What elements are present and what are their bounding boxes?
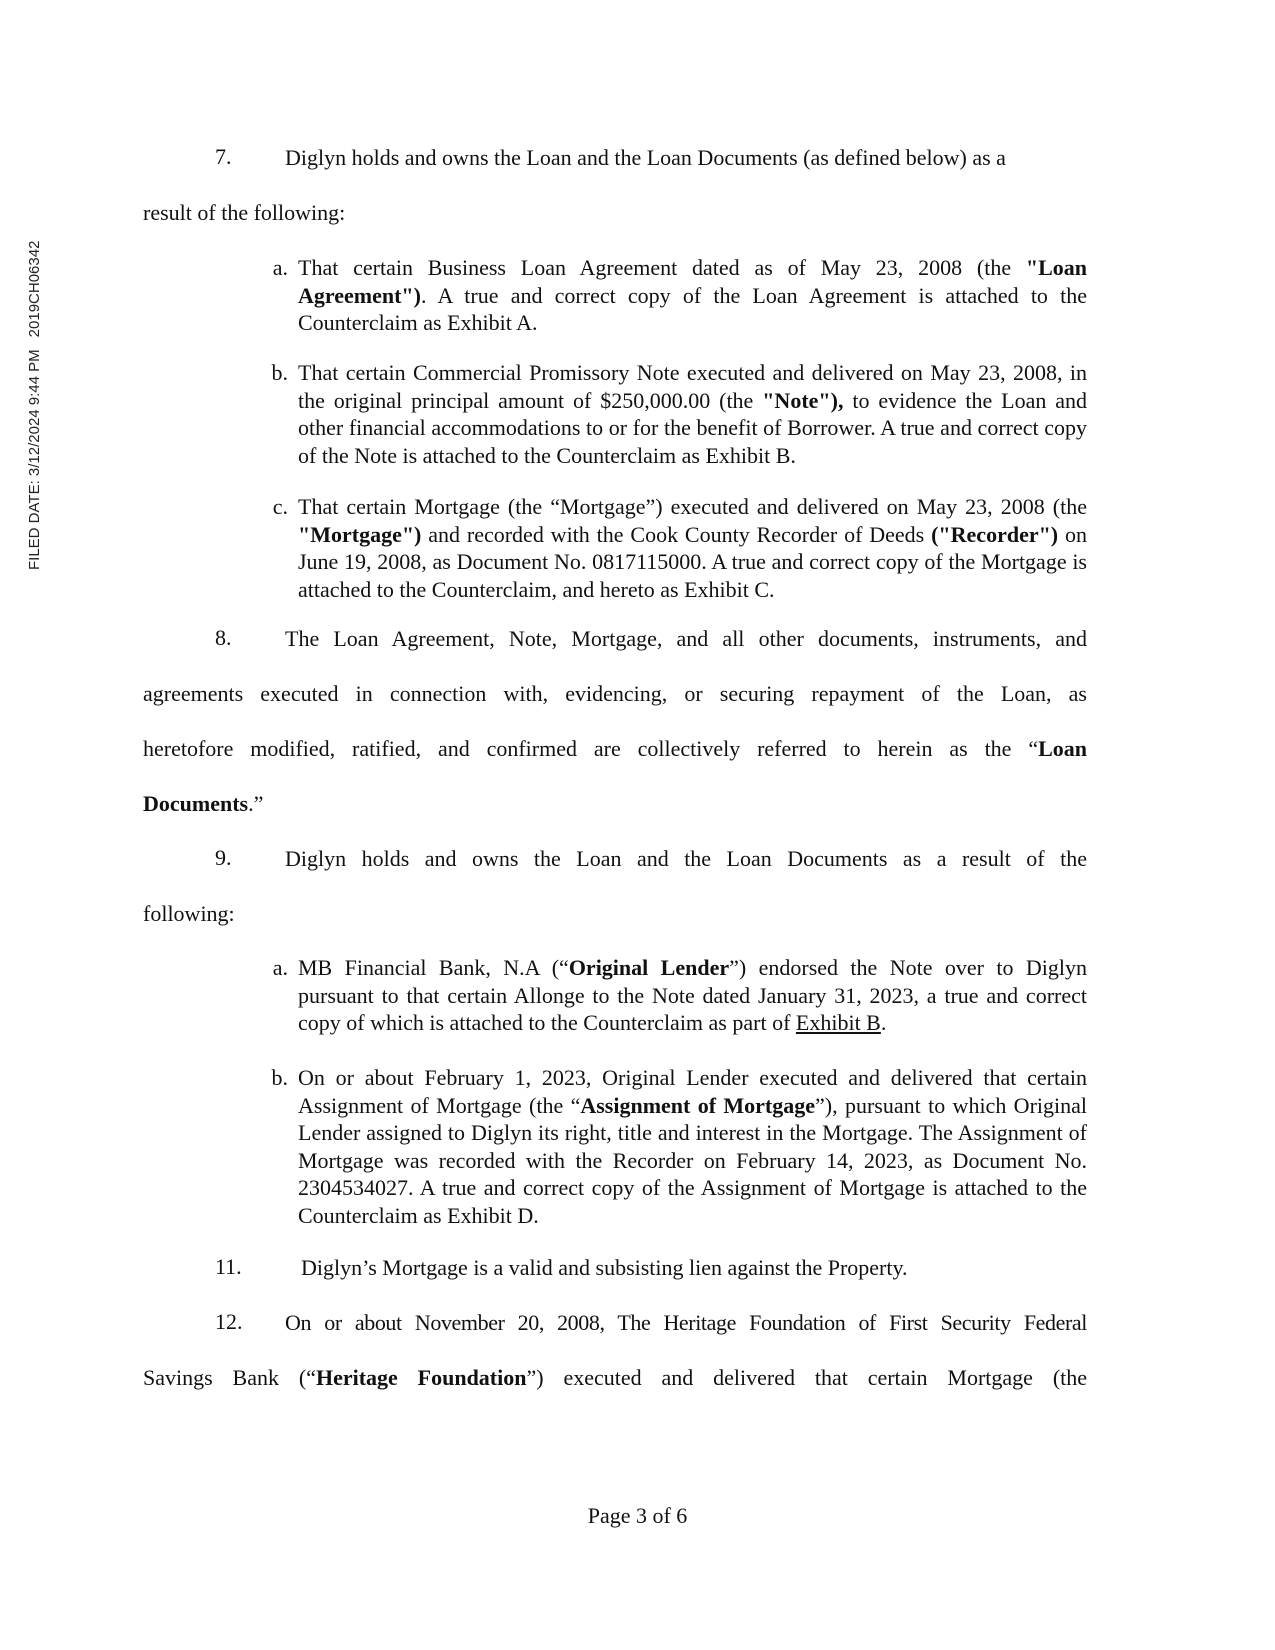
page-number: Page 3 of 6	[587, 1503, 688, 1528]
subparagraph-letter: a.	[272, 255, 288, 280]
subparagraph-letter: a.	[272, 955, 288, 980]
paragraph-12	[143, 1309, 1087, 1391]
paragraph-line: On or about November 20, 2008, The Heritage Foundation of First Security Federal	[285, 1310, 1087, 1335]
paragraph-number: 7.	[215, 144, 232, 169]
paragraph-line: agreements executed in connection with, evidencing, or securing repayment of the Loan, as	[143, 681, 1087, 706]
paragraph-line: result of the following:	[143, 200, 346, 225]
paragraph-9	[143, 845, 1087, 927]
filing-stamp	[26, 241, 43, 570]
subparagraph-9b	[264, 1064, 1087, 1229]
subparagraph-7a	[264, 254, 1087, 337]
subparagraph-letter: c.	[272, 494, 288, 519]
paragraph-line: Savings Bank (“Heritage Foundation”) executed and delivered that certain Mortgage (the	[143, 1365, 1088, 1390]
paragraph-number: 9.	[215, 845, 232, 870]
paragraph-11	[143, 1254, 1087, 1281]
paragraph-line: Diglyn holds and owns the Loan and the Loan Documents as a result of the	[285, 846, 1087, 871]
subparagraph-text: On or about February 1, 2023, Original Lender executed and delivered that certain Assignment of Mortgage (the “Assignment of Mortgage”), pursuant to which Original Lender assigned to Diglyn its right, title and interest in the Mortgage. The Assignment of Mortgage was recorded with the Recorder on February 14, 2023, as Document No. 2304534027. A true and correct copy of the Assignment of Mortgage is attached to the Counterclaim as Exhibit D.	[298, 1065, 1087, 1228]
paragraph-8	[143, 625, 1087, 817]
exhibit-b-reference: Exhibit B	[795, 1010, 881, 1035]
paragraph-line: Diglyn’s Mortgage is a valid and subsisting lien against the Property.	[301, 1255, 908, 1280]
case-number: 2019CH06342	[26, 240, 43, 338]
filed-date: FILED DATE: 3/12/2024 9:44 PM	[26, 349, 43, 570]
subparagraph-7c	[264, 493, 1087, 603]
paragraph-number: 12.	[215, 1309, 243, 1334]
subparagraph-text: That certain Mortgage (the “Mortgage”) executed and delivered on May 23, 2008 (the "Mortgage") and recorded with the Cook County Recorder of Deeds ("Recorder") on June 19, 2008, as Document No. 0817115000. A true and correct copy of the Mortgage is attached to the Counterclaim, and hereto as Exhibit C.	[298, 494, 1088, 602]
paragraph-line: following:	[143, 901, 235, 926]
subparagraph-9a	[264, 954, 1087, 1037]
paragraph-7	[143, 144, 1087, 226]
subparagraph-text: That certain Commercial Promissory Note executed and delivered on May 23, 2008, in the original principal amount of $250,000.00 (the "Note"), to evidence the Loan and other financial accommodations to or for the benefit of Borrower. A true and correct copy of the Note is attached to the Counterclaim as Exhibit B.	[298, 360, 1088, 468]
subparagraph-letter: b.	[271, 360, 288, 385]
subparagraph-7b	[264, 359, 1087, 469]
paragraph-number: 8.	[215, 625, 232, 650]
subparagraph-text: MB Financial Bank, N.A (“Original Lender”) endorsed the Note over to Diglyn pursuant to that certain Allonge to the Note dated January 31, 2023, a true and correct copy of which is attached to the Counterclaim as part of Exhibit B.	[298, 955, 1087, 1035]
paragraph-line: Diglyn holds and owns the Loan and the Loan Documents (as defined below) as a	[285, 145, 1006, 170]
paragraph-line: heretofore modified, ratified, and confirmed are collectively referred to herein as the “Loan	[143, 736, 1087, 761]
paragraph-number: 11.	[215, 1254, 242, 1279]
subparagraph-letter: b.	[271, 1065, 288, 1090]
subparagraph-text: That certain Business Loan Agreement dated as of May 23, 2008 (the "Loan Agreement"). A true and correct copy of the Loan Agreement is attached to the Counterclaim as Exhibit A.	[298, 255, 1087, 335]
paragraph-line: The Loan Agreement, Note, Mortgage, and all other documents, instruments, and	[285, 626, 1087, 651]
paragraph-line: Documents.”	[143, 791, 264, 816]
